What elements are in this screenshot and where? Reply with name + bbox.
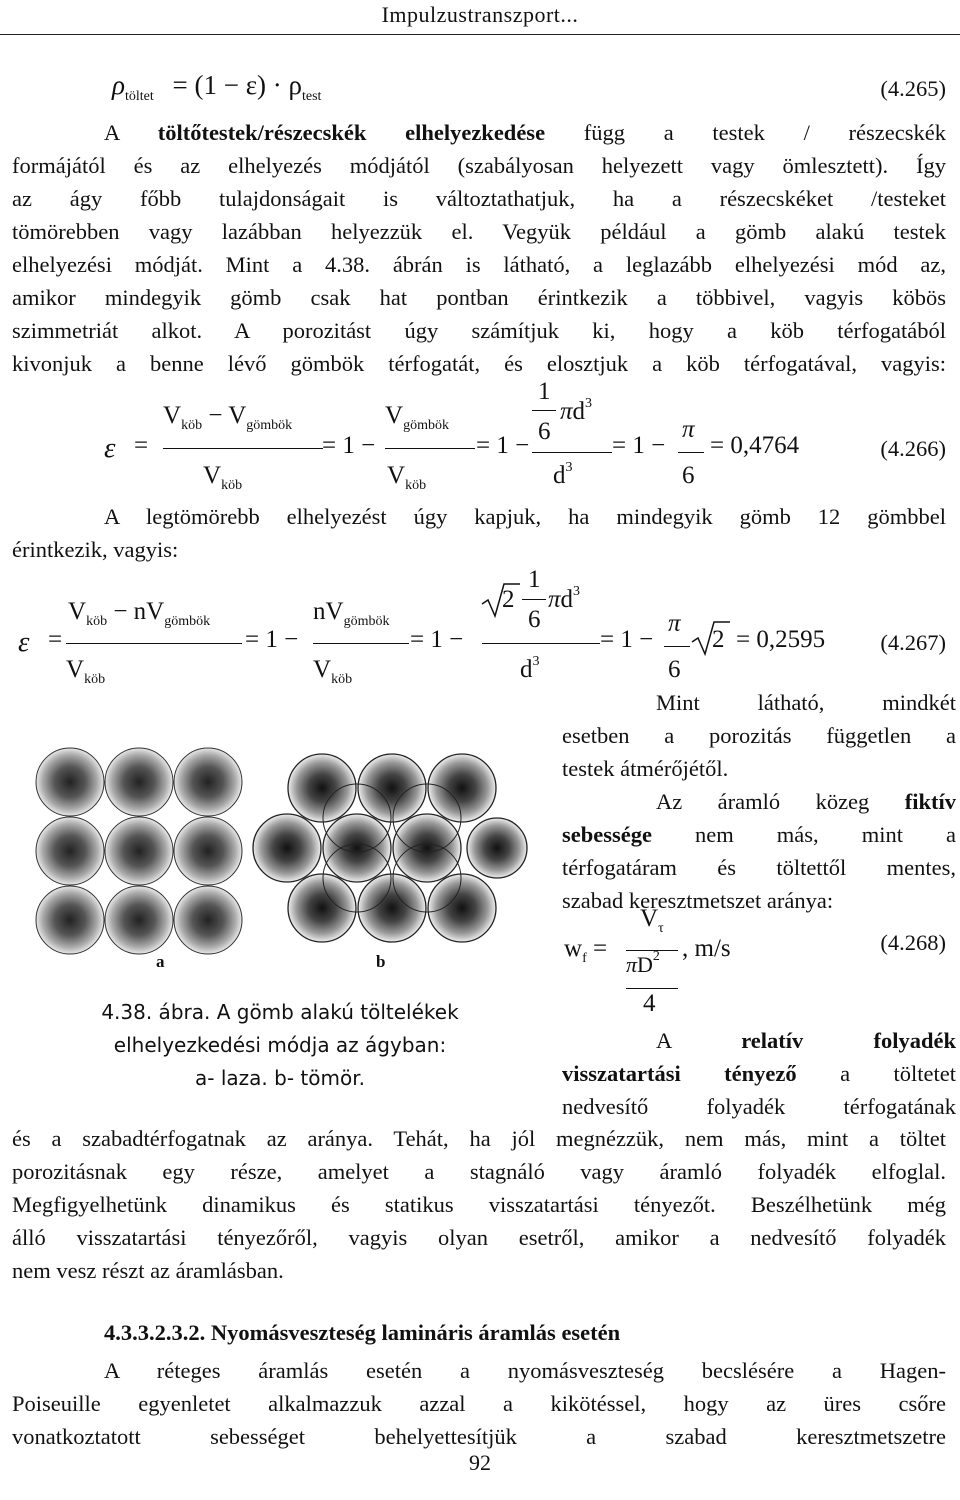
epsilon-symbol: ε <box>104 432 116 464</box>
unit: , m/s <box>682 935 731 962</box>
rho-subscript: töltet <box>124 89 154 104</box>
numerator: $V_\tau$ <box>640 905 664 936</box>
fraction-bar <box>626 950 678 951</box>
section-heading: 4.3.3.2.3.2. Nyomásveszteség lamináris áramlás esetén <box>104 1320 621 1345</box>
denominator-four: 4 <box>643 990 656 1017</box>
equation-4-265 <box>112 70 322 104</box>
d-cubed: $d^3$ <box>520 654 540 683</box>
equals-one: = 1 − <box>476 432 530 459</box>
sqrt-two: 2 <box>502 586 515 613</box>
bold-phrase-intro: A töltőtestek/részecskék elhelyezkedése függ a testek / részecskék <box>104 120 946 145</box>
caption-line: elhelyezkedési módja az ágyban: <box>113 1033 447 1057</box>
fraction-bar <box>163 448 323 449</box>
fraction-bar <box>313 643 409 644</box>
paragraph-line: Megfigyelhetünk dinamikus és statikus visszatartási tényezőt. Beszélhetünk még <box>12 1192 946 1217</box>
text-line: testek átmérőjétől. <box>562 756 729 781</box>
denominator: $V_{köb}$ <box>66 656 106 687</box>
page-number: 92 <box>469 1450 491 1475</box>
equals-sign: = <box>134 432 149 459</box>
result-value: = 0,4764 <box>710 432 800 459</box>
numerator: $V_{gömbök}$ <box>385 402 449 433</box>
paragraph-line: tömörebben vagy lazábban helyezzük el. Vegyük például a gömb alakú testek <box>12 219 946 244</box>
fraction-bar <box>678 452 704 453</box>
figure-a-loose-packing <box>36 748 242 954</box>
inner-six: 6 <box>528 606 541 633</box>
rho-symbol: ρ <box>112 70 125 100</box>
paragraph-line: formájától és az elhelyezés módjától (szabályosan helyezett vagy ömlesztett). Így <box>12 153 946 178</box>
denominator: $\pi D^2$ <box>626 949 660 977</box>
paragraph-line: elhelyezési módját. Mint a 4.38. ábrán is látható, a leglazább elhelyezési mód az, <box>12 252 946 277</box>
paragraph-line <box>104 116 946 149</box>
paragraph-line: nem vesz részt az áramlásban. <box>12 1258 284 1283</box>
figure-caption <box>30 996 530 1095</box>
d-cubed: $d^3$ <box>553 460 573 489</box>
inner-six: 6 <box>668 656 681 683</box>
inner-one: 1 <box>538 378 551 405</box>
fraction-bar <box>532 452 612 453</box>
inner-six: 6 <box>682 462 695 489</box>
paragraph-line: álló visszatartási tényezőről, vagyis olyan esetről, amikor a nedvesítő folyadék <box>12 1225 946 1250</box>
paragraph-line: az ágy főbb tulajdonságait is változtathatjuk, ha a részecskéket /testeket <box>12 186 946 211</box>
numerator: $V_{köb} - nV_{gömbök}$ <box>68 598 211 629</box>
fraction-bar <box>626 988 678 989</box>
running-header: Impulzustranszport... <box>381 2 579 27</box>
epsilon-symbol: ε <box>18 626 30 658</box>
fraction-bar <box>664 646 690 647</box>
fraction-bar <box>522 599 546 600</box>
numerator: $V_{köb} - V_{gömbök}$ <box>163 402 293 433</box>
paragraph-line: Poiseuille egyenletet alkalmazzuk azzal a kikötéssel, hogy az üres csőre <box>12 1391 946 1416</box>
denominator: $V_{köb}$ <box>313 656 353 687</box>
fraction-bar <box>532 410 556 411</box>
denominator: $V_{köb}$ <box>203 462 243 493</box>
equation-number: (4.267) <box>880 630 946 655</box>
figure-b-dense-packing <box>253 754 527 942</box>
header-rule <box>0 34 960 35</box>
pi-d-cubed: $\pi d^3$ <box>548 584 581 613</box>
text-line: szabad keresztmetszet aránya: <box>562 888 834 913</box>
text-line: Az áramló közeg fiktív <box>656 789 956 814</box>
rho-subscript-test: test <box>302 89 322 104</box>
caption-line: a- laza. b- tömör. <box>195 1066 365 1090</box>
paragraph-line: vonatkoztatott sebességet behelyettesítjük a szabad keresztmetszetre <box>12 1424 946 1449</box>
equals-one: = 1 − <box>600 626 654 653</box>
text-line: Mint látható, mindkét <box>656 690 956 715</box>
equals-one: = 1 − <box>245 626 299 653</box>
pi-symbol: π <box>682 416 695 443</box>
equation-number: (4.265) <box>880 76 946 101</box>
paragraph-line: és a szabadtérfogatnak az aránya. Tehát, ha jól megnézzük, nem más, mint a töltet <box>12 1126 946 1151</box>
pi-d-cubed: $\pi d^3$ <box>560 396 593 425</box>
inner-six: 6 <box>538 418 551 445</box>
figure-label-b: b <box>376 952 386 971</box>
sqrt-two: 2 <box>712 626 725 653</box>
bold-phrase: töltőtestek/részecskék elhelyezkedése <box>157 120 546 145</box>
equation-number: (4.268) <box>880 930 946 955</box>
right-column-text <box>562 686 956 917</box>
inner-one: 1 <box>528 566 541 593</box>
paragraph-line: kivonjuk a benne lévő gömbök térfogatát, és elosztjuk a köb térfogatával, vagyis: <box>12 351 946 376</box>
equals-sign: = <box>48 626 63 653</box>
text-line: térfogatáram és töltettől mentes, <box>562 855 956 880</box>
w-symbol: $w_f$ = <box>564 935 608 966</box>
result-value: = 0,2595 <box>736 626 826 653</box>
paragraph-line: porozitásnak egy része, amelyet a stagnáló vagy áramló folyadék elfoglal. <box>12 1159 946 1184</box>
paragraph-line: érintkezik, vagyis: <box>12 537 179 562</box>
fraction-bar <box>385 448 475 449</box>
paragraph-line: amikor mindegyik gömb csak hat pontban érintkezik a többivel, vagyis köbös <box>12 285 946 310</box>
eq-rhs: = (1 − ε) · ρ <box>172 70 302 100</box>
equation-number: (4.266) <box>880 436 946 461</box>
text-line: nedvesítő folyadék térfogatának <box>562 1094 956 1119</box>
equals-one: = 1 − <box>410 626 464 653</box>
text-line: sebessége nem más, mint a <box>562 822 956 847</box>
paragraph-line: A réteges áramlás esetén a nyomásveszteség becslésére a Hagen- <box>104 1358 946 1383</box>
paragraph-line: szimmetriát alkot. A porozitást úgy számítjuk ki, hogy a köb térfogatából <box>12 318 946 343</box>
paragraph-line: A legtömörebb elhelyezést úgy kapjuk, ha mindegyik gömb 12 gömbbel <box>104 504 946 529</box>
right-column-text-2 <box>562 1024 956 1123</box>
fraction-bar <box>482 643 600 644</box>
numerator: $nV_{gömbök}$ <box>313 598 390 629</box>
text-line: esetben a porozitás független a <box>562 723 956 748</box>
text-line: visszatartási tényező a töltetet <box>562 1061 957 1086</box>
equals-one: = 1 − <box>322 432 376 459</box>
figure-label-a: a <box>156 952 165 971</box>
pi-symbol: π <box>668 610 681 637</box>
caption-line: 4.38. ábra. A gömb alakú töltelékek <box>101 1000 459 1024</box>
fraction-bar <box>66 643 242 644</box>
text-line: A relatív folyadék <box>656 1028 956 1053</box>
denominator: $V_{köb}$ <box>387 462 427 493</box>
equals-one: = 1 − <box>612 432 666 459</box>
figure-4-38-packing <box>22 740 542 976</box>
